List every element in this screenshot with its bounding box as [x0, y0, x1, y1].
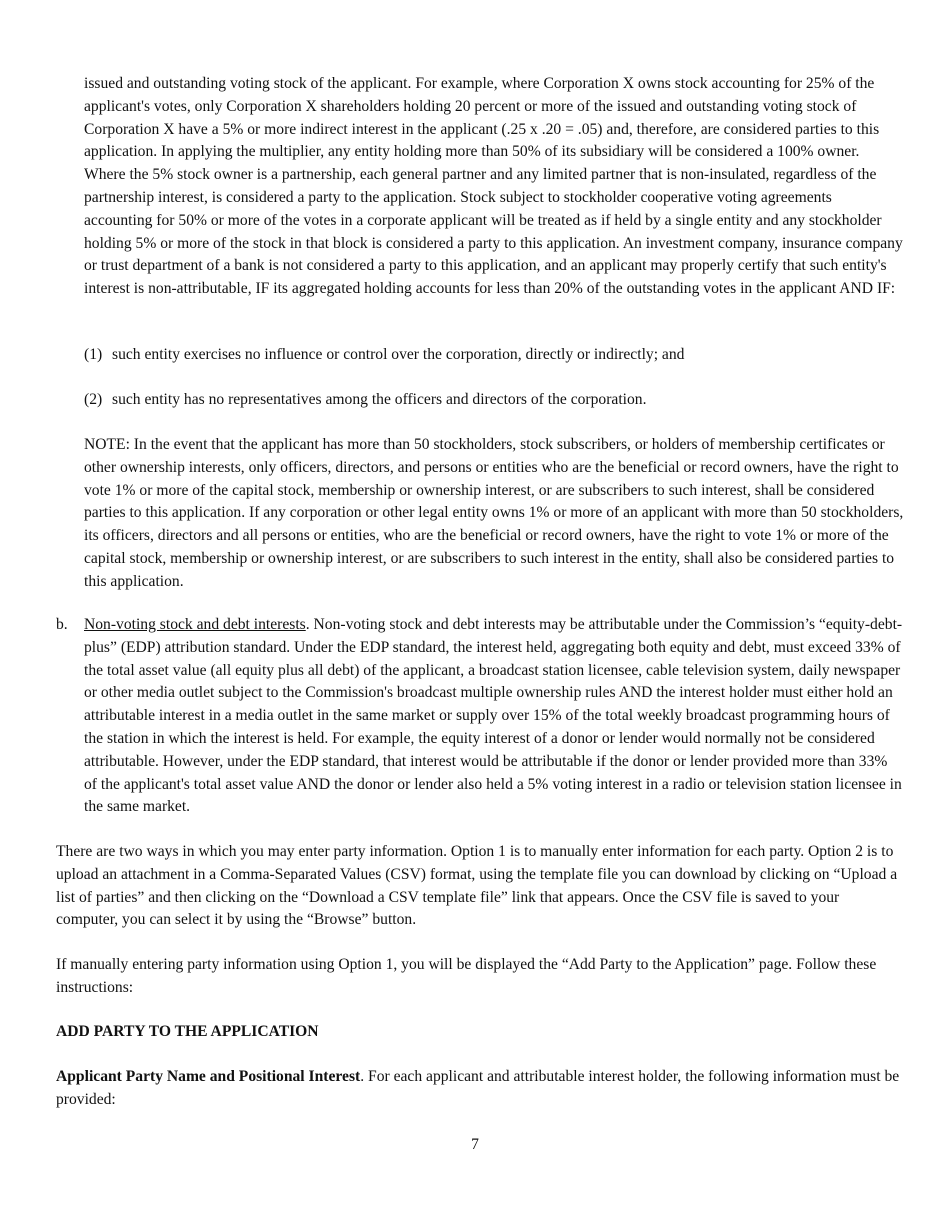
list-item-1-text: such entity exercises no influence or control over the corporation, directly or indirectly; and: [112, 346, 685, 363]
list-item-1: [84, 344, 904, 367]
heading-add-party: ADD PARTY TO THE APPLICATION: [56, 1023, 319, 1040]
section-b-marker: b.: [56, 616, 68, 633]
paragraph-intro: issued and outstanding voting stock of the applicant. For example, where Corporation X owns stock accounting for 25% of the applicant's votes, only Corporation X shareholders holding 20 percent or more of the issued and outstanding voting stock of Corporation X have a 5% or more indirect interest in the applicant (.25 x .20 = .05) and, therefore, are considered parties to this application. In applying the multiplier, any entity holding more than 50% of its subsidiary will be considered a 100% owner. Where the 5% stock owner is a partnership, each general partner and any limited partner that is non-insulated, regardless of the partnership interest, is considered a party to the application. Stock subject to stockholder cooperative voting agreements accounting for 50% or more of the votes in a corporate applicant will be treated as if held by a single entity and any stockholder holding 5% or more of the stock in that block is considered a party to this application. An investment company, insurance company or trust department of a bank is not considered a party to this application, and an applicant may properly certify that such entity's interest is non-attributable, IF its aggregated holding accounts for less than 20% of the outstanding votes in the applicant AND IF:: [84, 75, 903, 298]
section-b-text: . Non-voting stock and debt interests may be attributable under the Commission’s “equity-debt-plus” (EDP) attribution standard. Under the EDP standard, the interest held, aggregating both equity and debt, must exceed 33% of the total asset value (all equity plus all debt) of the applicant, a broadcast station licensee, cable television system, daily newspaper or other media outlet subject to the Commission's broadcast multiple ownership rules AND the interest holder must either hold an attributable interest in a media outlet in the same market or supply over 15% of the total weekly broadcast programming hours of the station in which the interest is held. For example, the equity interest of a donor or lender would normally not be considered attributable. However, under the EDP standard, that interest would be attributable if the donor or lender provided more than 33% of the applicant's total asset value AND the donor or lender also held a 5% voting interest in a radio or television station licensee in the same market.: [84, 616, 903, 816]
note-paragraph: NOTE: In the event that the applicant has more than 50 stockholders, stock subscribers, or holders of membership certificates or other ownership interests, only officers, directors, and persons or entities who are the beneficial or record owners, have the right to vote 1% or more of the capital stock, membership or ownership interest, or are subscribers to such interest, shall be considered parties to this application. If any corporation or other legal entity owns 1% or more of an applicant with more than 50 stockholders, its officers, directors and all persons or entities, who are the beneficial or record owners, have the right to vote 1% or more of the capital stock, membership or ownership interest, or are subscribers to such interest in the entity, shall also be considered parties to this application.: [84, 436, 904, 590]
page-number: 7: [471, 1136, 479, 1153]
section-b-body: [84, 614, 904, 819]
list-item-2-text: such entity has no representatives among the officers and directors of the corporation.: [112, 391, 647, 408]
list-item-2-number: (2): [84, 391, 103, 408]
paragraph-manual-entry: If manually entering party information using Option 1, you will be displayed the “Add Party to the Application” page. Follow these instructions:: [56, 956, 877, 996]
paragraph-applicant-party: [56, 1066, 904, 1112]
applicant-party-lead: Applicant Party Name and Positional Interest: [56, 1068, 361, 1085]
list-item-2: [84, 389, 904, 412]
paragraph-two-ways: There are two ways in which you may enter party information. Option 1 is to manually enter information for each party. Option 2 is to upload an attachment in a Comma-Separated Values (CSV) format, using the template file you can download by clicking on “Upload a list of parties” and then clicking on the “Download a CSV template file” link that appears. Once the CSV file is saved to your computer, you can select it by using the “Browse” button.: [56, 843, 898, 929]
section-b-title: Non-voting stock and debt interests: [84, 616, 306, 633]
list-item-1-number: (1): [84, 346, 103, 363]
applicant-party-text: . For each applicant and attributable interest holder, the following information must be provided:: [56, 1068, 900, 1108]
